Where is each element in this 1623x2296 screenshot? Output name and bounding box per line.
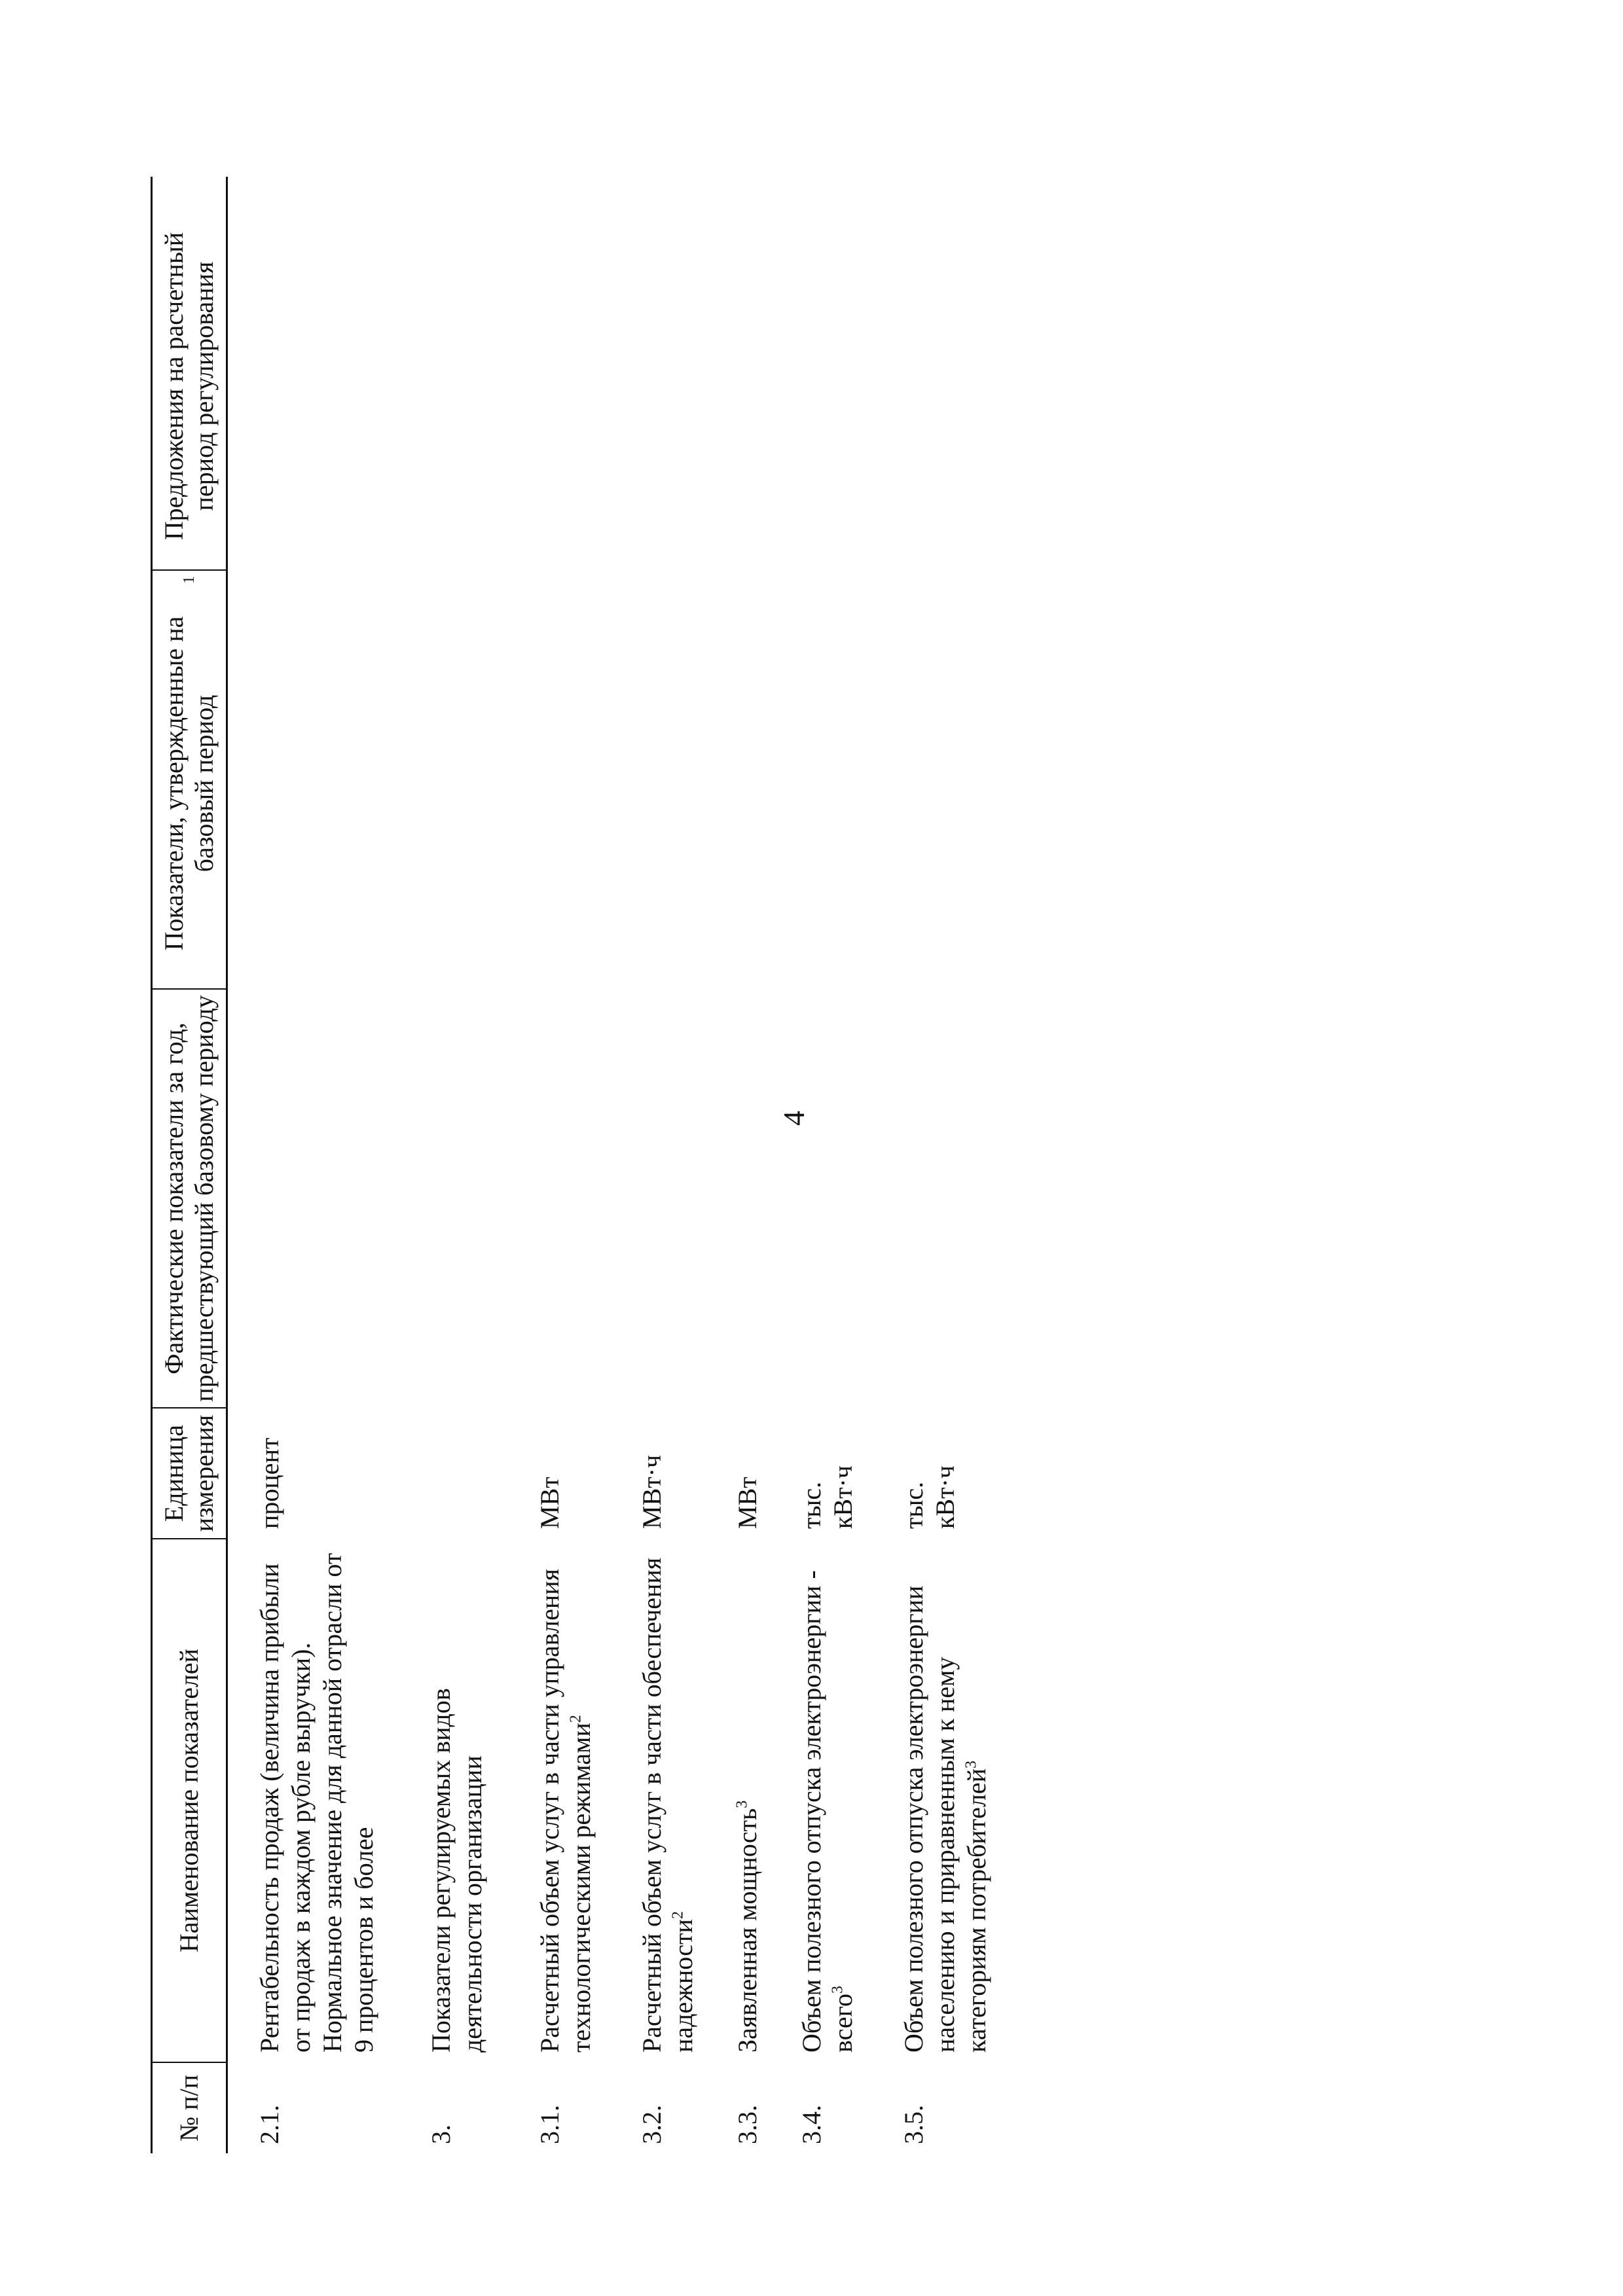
row-fact bbox=[796, 988, 859, 1407]
row-approved bbox=[636, 569, 699, 988]
row-proposal bbox=[534, 203, 597, 569]
row-number: 3.3. bbox=[733, 2105, 762, 2144]
row-fact bbox=[254, 988, 380, 1407]
rotated-table-container bbox=[151, 177, 1395, 2153]
header-fact: Фактические показатели за год, предшествующий базовому периоду bbox=[153, 988, 226, 1407]
row-name bbox=[796, 1538, 859, 2062]
row-number: 3.4. bbox=[797, 2105, 826, 2144]
header-name: Наименование показателей bbox=[153, 1538, 226, 2062]
table-row bbox=[796, 177, 859, 2153]
row-number: 3. bbox=[426, 2125, 456, 2144]
header-approved-text: Показатели, утвержденные на базовый период bbox=[159, 616, 219, 951]
row-proposal bbox=[254, 203, 380, 569]
row-proposal bbox=[796, 203, 859, 569]
row-number: 3.1. bbox=[535, 2105, 564, 2144]
row-proposal bbox=[636, 203, 699, 569]
row-name bbox=[426, 1538, 488, 2062]
table-row bbox=[426, 177, 488, 2153]
row-name bbox=[636, 1538, 699, 2062]
row-unit: тыс. кВт·ч bbox=[797, 1465, 858, 1529]
row-name-footnote: 3 bbox=[962, 1760, 980, 1768]
row-number: 3.5. bbox=[899, 2105, 928, 2144]
header-unit: Единица измерения bbox=[153, 1407, 226, 1538]
row-fact bbox=[898, 988, 993, 1407]
table-row bbox=[534, 177, 597, 2153]
table-row bbox=[732, 177, 763, 2153]
row-unit bbox=[426, 1407, 488, 1538]
row-approved bbox=[254, 569, 380, 988]
row-fact bbox=[732, 988, 763, 1407]
header-proposal: Предложения на расчетный период регулирования bbox=[159, 232, 219, 541]
row-name-text: Объем полезного отпуска электроэнергии населению и приравненным к нему категориям потребителей bbox=[899, 1585, 991, 2053]
row-name-text: Показатели регулируемых видов деятельности организации bbox=[426, 1688, 487, 2053]
header-approved: Показатели, утвержденные на базовый период 1 bbox=[153, 569, 226, 988]
table-body bbox=[254, 177, 993, 2153]
row-name bbox=[254, 1538, 380, 2062]
page-number: 4 bbox=[777, 1111, 811, 1126]
row-name-text: Расчетный объем услуг в части управления технологическими режимами bbox=[535, 1568, 596, 2053]
table-row bbox=[898, 177, 993, 2153]
row-approved bbox=[732, 569, 763, 988]
row-name bbox=[898, 1538, 993, 2062]
row-name-text: Заявленная мощность bbox=[733, 1808, 762, 2053]
row-approved bbox=[426, 569, 488, 988]
row-unit: тыс. кВт·ч bbox=[899, 1465, 960, 1529]
row-proposal bbox=[898, 203, 993, 569]
row-name-text: Объем полезного отпуска электроэнергии - всего bbox=[797, 1570, 858, 2053]
row-fact bbox=[534, 988, 597, 1407]
row-unit: МВт bbox=[535, 1477, 564, 1529]
table-header bbox=[151, 177, 228, 2153]
row-name bbox=[534, 1538, 597, 2062]
header-number: № п/п bbox=[153, 2062, 226, 2153]
row-name-footnote: 2 bbox=[669, 1911, 687, 1920]
row-unit: МВт bbox=[733, 1477, 762, 1529]
row-unit: МВт·ч bbox=[637, 1454, 666, 1529]
row-approved bbox=[534, 569, 597, 988]
row-unit: процент bbox=[255, 1437, 284, 1529]
row-fact bbox=[426, 988, 488, 1407]
table-row bbox=[636, 177, 699, 2153]
row-name-footnote: 3 bbox=[829, 1985, 847, 1994]
row-approved bbox=[898, 569, 993, 988]
row-name-text: Расчетный объем услуг в части обеспечения надежности bbox=[637, 1557, 698, 2053]
row-approved bbox=[796, 569, 859, 988]
row-proposal bbox=[732, 203, 763, 569]
row-name-footnote: 3 bbox=[733, 1800, 751, 1808]
row-name bbox=[732, 1538, 763, 2062]
table-row bbox=[254, 177, 380, 2153]
row-number: 2.1. bbox=[255, 2105, 284, 2144]
row-fact bbox=[636, 988, 699, 1407]
row-number: 3.2. bbox=[637, 2105, 666, 2144]
row-proposal bbox=[426, 203, 488, 569]
row-name-footnote: 2 bbox=[567, 1715, 585, 1723]
row-name-text: Рентабельность продаж (величина прибыли от продаж в каждом рубле выручки). Нормальное значение для данной отрасли от 9 процентов и более bbox=[255, 1552, 378, 2053]
